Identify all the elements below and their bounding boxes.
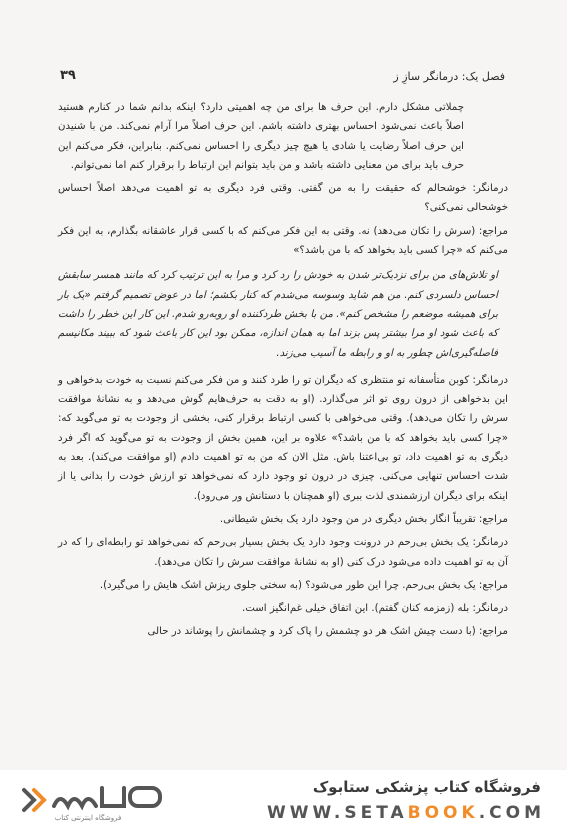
chapter-title: فصل یک: درمانگر سازِ ز xyxy=(393,70,505,83)
page-number: ۳۹ xyxy=(60,68,76,83)
paragraph: مراجع: یک بخش بی‌رحم. چرا این طور می‌شود؟ (به سختی جلوی ریزش اشک هایش را می‌گیرد). xyxy=(99,579,508,591)
paragraph: مراجع: (سرش را تکان می‌دهد) نه. وقتی به این فکر می‌کنم که با کسی قرار عاشقانه بگذارم، به این فکر می‌کنم که «چرا کسی باید بخواهد که با من باشد؟» xyxy=(58,225,508,257)
paragraph: مراجع: (با دست چیش اشک هر دو چشمش را پاک کرد و چشمانش را پوشاند در حالی xyxy=(147,626,508,638)
paragraph: درمانگر: بله (زمزمه کنان گفتم). این اتفاق خیلی غم‌انگیز است. xyxy=(241,603,508,615)
body-text xyxy=(58,98,508,646)
paragraph: درمانگر: کوبن متأسفانه تو منتظری که دیگران تو را طرد کنند و من فکر می‌کنم نسبت به خودت بدخواهی و این بدخواهی از درون روی تو اثر می‌گذارد. (او به دقت به حرف‌هایم گوش می‌دهد و به نشانهٔ موافقت سرش را تکان می‌دهد). وقتی می‌خواهی با کسی ارتباط برقرار کنی، بخشی از وجودت به تو می‌گوید که: «چرا کسی باید بخواهد که با من باشد؟» علاوه بر این، همین بخش از وجودت به تو می‌گوید که اگر فرد دیگری به تو اهمیت داد، تو بی‌اعتنا باش. مثل الان که من به تو اهمیت دادم (او موافقت می‌کند). بعد به شدت احساس تنهایی می‌کنی. چیزی در درون تو وجود دارد که نمی‌خواهد تو ارزش خودت را بدانی یا از اینکه برای دیگران ارزشمندی لذت ببری (او همچنان با دستانش ور می‌رود). xyxy=(58,374,508,502)
paragraph: درمانگر: خوشحالم که حقیقت را به من گفتی. وقتی فرد دیگری به تو اهمیت می‌دهد اصلاً احساس خوشحالی نمی‌کنی؟ xyxy=(58,183,508,214)
paragraph: مراجع: تقریباً انگار بخش دیگری در من وجود دارد یک بخش شیطانی. xyxy=(219,513,508,525)
paragraph: چملاتی مشکل دارم. این حرف ها برای من چه اهمیتی دارد؟ اینکه بدانم شما در کنارم هستید اصلاً باعث نمی‌شود احساس بهتری داشته باشم. این حرف اصلاً مرا آرام نمی‌کند. من با شنیدن این حرف اصلاً رضایت یا شادی یا هیچ چیز دیگری را احساس نمی‌کنم. بنابراین، فکر می‌کنم این حرف باید برای من معنایی داشته باشد و من باید بتوانم این ارتباط را برقرار کنم اما نمی‌توانم. xyxy=(58,102,464,171)
store-url[interactable]: WWW.SETABOOK.COM xyxy=(267,803,545,823)
paragraph: درمانگر: یک بخش بی‌رحم در درونت وجود دارد یک بخش بسیار بی‌رحم که نمی‌خواهد تو رابطه‌ای را که در آن به تو اهمیت داده می‌شود درک کنی (او به نشانهٔ موافقت سرش را تکان می‌دهد). xyxy=(58,537,508,568)
setabook-logo xyxy=(18,776,168,826)
store-name: فروشگاه کتاب پزشکی ستابوک xyxy=(312,778,541,796)
svg-text:فروشگاه اینترنتی کتاب: فروشگاه اینترنتی کتاب xyxy=(54,814,122,822)
italic-passage: او تلاش‌های من برای نزدیک‌تر شدن به خودش را رد کرد و مرا به این ترتیب کرد که مانند همسر سابقش احساس دلسردی کنم. من هم شاید وسوسه می‌شدم که کنار بکشم؛ اما در عوض تصمیم گرفتم «یک بار برای همیشه موضعم را مشخص کنم». من با بخش طردکننده او روبه‌رو شدم. این کار این خطر را داشت که باعث شود او مرا بیشتر پس بزند اما به همان اندازه، ممکن بود این کار باعث شود که ببیند مکانیسم فاصله‌گیری‌اش چطور به او و رابطه ما آسیب می‌زند. xyxy=(58,270,498,359)
page-header xyxy=(60,68,505,88)
